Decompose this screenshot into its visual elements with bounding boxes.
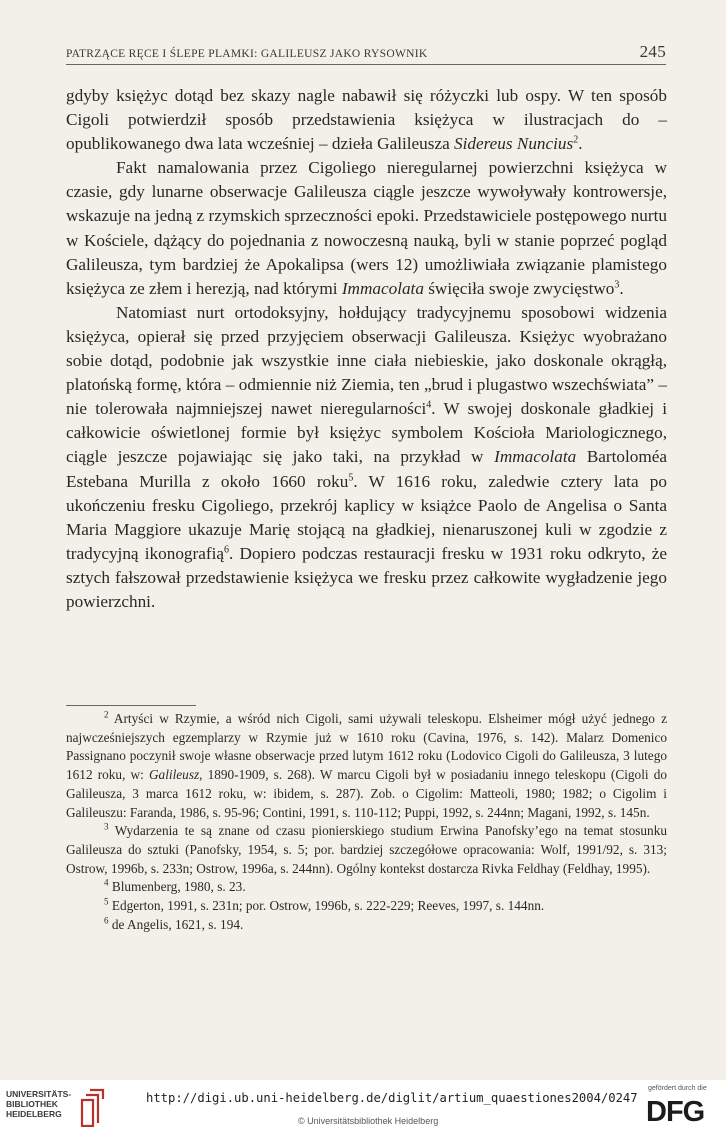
footnote-ref[interactable]: 5 bbox=[348, 471, 354, 483]
italic-title: Immacolata bbox=[341, 278, 424, 298]
text-run: Artyści w Rzymie, a wśród nich Cigoli, sami używali teleskopu. Elsheimer mógł użyć jednego z najwcześniejszych egzemplarzy w Rzymie już w 1610 roku (Cavina, 1976, s. 142). Malarz Domenico Passignano poczynił swoje własne obserwacje przed lutym 1612 roku (Lodovico Cigoli do Galileusza, 3 lutego 1612 roku, w: bbox=[66, 711, 667, 783]
paragraph-1 bbox=[66, 84, 667, 156]
text-run: . bbox=[619, 278, 624, 298]
footnote-number: 6 bbox=[104, 915, 109, 926]
text-run: . bbox=[578, 134, 583, 154]
text-run: Fakt namalowania przez Cigoliego nieregularnej powierzchni księżyca w czasie, gdy lunarne obserwacje Galileusza ciągle jeszcze wywoływały kontrowersje, wskazuje na jedną z rzymskich sprzeczności epoki. Przedstawiciele postępowego nurtu w Kościele, dążący do pojednania z nowoczesną nauką, byli w stanie poprzeć pogląd Galileusza, tym bardziej że Apokalipsa (wers 12) umożliwiała związanie plamistego księżyca ze złem i herezją, nad którymi bbox=[66, 158, 667, 298]
italic-title: Immacolata bbox=[494, 447, 577, 467]
footnote-2 bbox=[66, 710, 667, 822]
footnote-ref[interactable]: 6 bbox=[224, 544, 230, 556]
text-run: de Angelis, 1621, s. 194. bbox=[108, 916, 244, 932]
footnote-number: 4 bbox=[104, 877, 109, 888]
text-run: Wydarzenia te są znane od czasu pionierskiego studium Erwina Panofsky’ego na temat stosunku Galileusza do sztuki (Panofsky, 1954, s. 5; por. bardziej szczegółowe opracowania: Wolf, 1991/92, s. 313; Ostrow, 1996b, s. 233n; Ostrow, 1996a, s. 244nn). Ogólny kontekst dostarcza Rivka Feldhay (Feldhay, 1995). bbox=[66, 823, 667, 876]
footnote-5 bbox=[66, 897, 667, 916]
italic-title: Galileusz bbox=[148, 767, 200, 783]
viewer-footer bbox=[0, 1080, 726, 1135]
footnote-ref[interactable]: 4 bbox=[426, 399, 432, 411]
page-number: 245 bbox=[639, 42, 666, 61]
logo-line: UNIVERSITÄTS- bbox=[6, 1089, 72, 1099]
running-title: PATRZĄCE RĘCE I ŚLEPE PLAMKI: GALILEUSZ JAKO RYSOWNIK bbox=[66, 48, 428, 60]
footnote-6 bbox=[66, 916, 667, 935]
text-run: Edgerton, 1991, s. 231n; por. Ostrow, 1996b, s. 222-229; Reeves, 1997, s. 144nn. bbox=[108, 898, 545, 914]
text-run: święciła swoje zwycięstwo bbox=[423, 278, 615, 298]
text-run: , 1890-1909, s. 268). W marcu Cigoli był w posiadaniu innego teleskopu (Cigoli do Galileusza, 3 marca 1612 roku, w: ibidem, s. 287). Zob. o Cigolim: Matteoli, 1980; 1982; o Cigolim i Galileuszu: Faranda, 1986, s. 95-96; Contini, 1991, s. 110-112; Puppi, 1992, s. 244nn; Magani, 1992, s. 145n. bbox=[66, 767, 667, 820]
text-run: Bartoloméa Estebana Murilla z około 1660 roku bbox=[66, 447, 667, 491]
logo-line: HEIDELBERG bbox=[6, 1109, 62, 1119]
footnote-4 bbox=[66, 878, 667, 897]
dfg-caption: gefördert durch die bbox=[648, 1085, 707, 1092]
footnote-ref[interactable]: 2 bbox=[573, 134, 579, 146]
text-run: . W swojej doskonale gładkiej i całkowicie oświetlonej formie był księżyc symbolem Kościoła Mariologicznego, ciągle jeszcze pojawiając się jako taki, na przykład w bbox=[66, 399, 667, 467]
paragraph-2 bbox=[66, 156, 667, 301]
logo-line: BIBLIOTHEK bbox=[6, 1099, 58, 1109]
dfg-logo[interactable]: DFG bbox=[646, 1096, 705, 1128]
footnote-number: 5 bbox=[104, 896, 109, 907]
text-run: . W 1616 roku, zaledwie cztery lata po ukończeniu fresku Cigoliego, przekrój kaplicy w książce Paolo de Angelisa o Santa Maria Maggiore ukazuje Marię stojącą na gładkiej, nienaruszonej kuli w zgodzie z tradycyjną ikonografią bbox=[66, 471, 667, 563]
header-rule bbox=[66, 64, 666, 65]
permalink-url[interactable]: http://digi.ub.uni-heidelberg.de/diglit/artium_quaestiones2004/0247 bbox=[146, 1091, 638, 1105]
text-run: Blumenberg, 1980, s. 23. bbox=[108, 879, 246, 895]
copyright-notice: © Universitätsbibliothek Heidelberg bbox=[298, 1116, 439, 1126]
text-run: Natomiast nurt ortodoksyjny, hołdujący tradycyjnemu sposobowi widzenia księżyca, opierał się przed przyjęciem obserwacji Galileusza. Księżyc wyobrażano sobie dotąd, podobnie jak wszystkie inne ciała niebieskie, jako doskonale okrągłą, platońską formę, która – odmiennie niż Ziemia, ten „brud i plugastwo wszechświata” – nie tolerowała najmniejszej nawet nieregularności bbox=[66, 302, 667, 419]
footnote-3 bbox=[66, 822, 667, 878]
text-run: . Dopiero podczas restauracji fresku w 1931 roku odkryto, że sztych fałszował przedstawienie księżyca we fresku przez całkowite wygładzenie jego powierzchni. bbox=[66, 543, 668, 611]
footnote-ref[interactable]: 3 bbox=[614, 279, 620, 291]
running-head bbox=[66, 42, 666, 64]
library-name bbox=[6, 1089, 71, 1119]
paragraph-3 bbox=[66, 301, 667, 614]
footnotes bbox=[66, 710, 667, 934]
footnote-number: 3 bbox=[104, 821, 109, 832]
text-run: gdyby księżyc dotąd bez skazy nagle nabawił się różyczki lub ospy. W ten sposób Cigoli potwierdził sposób przedstawienia księżyca w ilustracjach do – opublikowanego dwa lata wcześniej – dzieła Galileusza bbox=[66, 86, 667, 154]
footnote-rule bbox=[66, 705, 196, 706]
library-logo[interactable] bbox=[6, 1086, 116, 1130]
library-emblem-icon bbox=[76, 1087, 106, 1127]
main-text bbox=[66, 84, 667, 614]
footnote-number: 2 bbox=[104, 709, 109, 720]
italic-title: Sidereus Nuncius bbox=[454, 134, 574, 154]
